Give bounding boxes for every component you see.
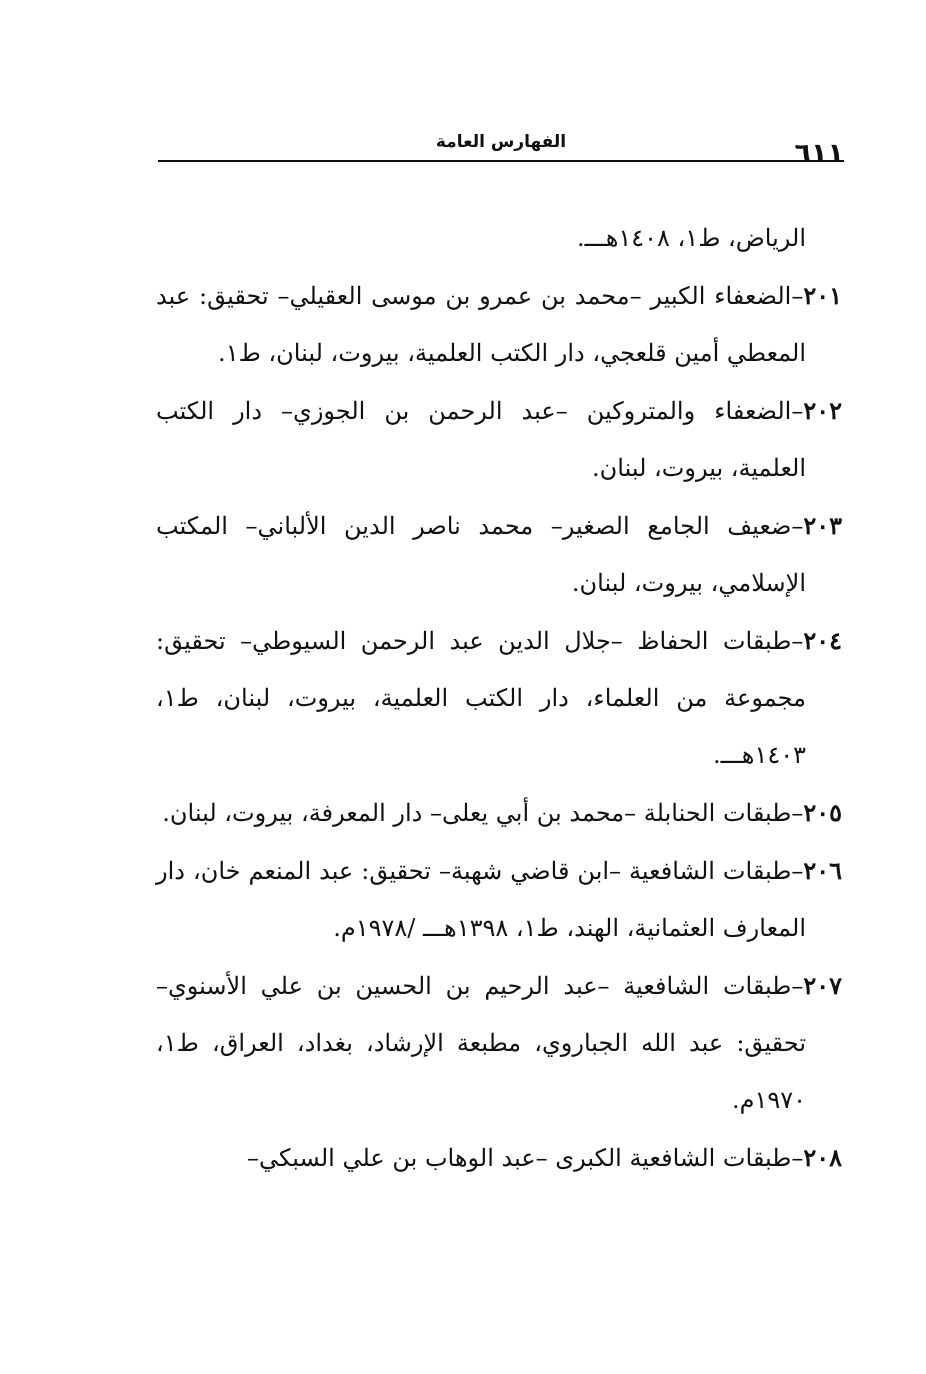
entry-text: –طبقات الشافعية الكبرى –عبد الوهاب بن علي السبكي– (246, 1144, 804, 1172)
bibliography-entry-204 (156, 612, 842, 784)
entry-text: –طبقات الشافعية –ابن قاضي شهبة– تحقيق: عبد المنعم خان، دار المعارف العثمانية، الهند، ط١، ١٣٩٨هـــ /١٩٧٨م. (156, 857, 806, 942)
entry-number: ٢٠٤ (803, 626, 842, 655)
page-number: ٦١١ (794, 138, 844, 169)
header-rule (158, 160, 844, 162)
entry-number: ٢٠٧ (803, 971, 842, 1000)
entry-text: –طبقات الحفاظ –جلال الدين عبد الرحمن السيوطي– تحقيق: مجموعة من العلماء، دار الكتب العلمية، بيروت، لبنان، ط١، ١٤٠٣هـــ. (156, 627, 806, 769)
page-header (158, 128, 844, 168)
bibliography-list (156, 210, 842, 1187)
bibliography-entry-202 (156, 382, 842, 497)
entry-number: ٢٠١ (803, 281, 842, 310)
entry-text: –الضعفاء والمتروكين –عبد الرحمن بن الجوزي– دار الكتب العلمية، بيروت، لبنان. (156, 397, 806, 482)
continued-entry-text: الرياض، ط١، ١٤٠٨هـــ. (576, 224, 806, 252)
running-title: الفهارس العامة (435, 132, 567, 152)
bibliography-entry-203 (156, 497, 842, 612)
entry-text: –طبقات الشافعية –عبد الرحيم بن الحسين بن علي الأسنوي– تحقيق: عبد الله الجباروي، مطبعة الإرشاد، بغداد، العراق، ط١، ١٩٧٠م. (156, 972, 806, 1114)
entry-text: –الضعفاء الكبير –محمد بن عمرو بن موسى العقيلي– تحقيق: عبد المعطي أمين قلعجي، دار الكتب العلمية، بيروت، لبنان، ط١. (156, 282, 806, 367)
bibliography-entry-208 (156, 1129, 842, 1187)
entry-text: –ضعيف الجامع الصغير– محمد ناصر الدين الألباني– المكتب الإسلامي، بيروت، لبنان. (156, 512, 806, 597)
bibliography-entry-201 (156, 267, 842, 382)
entry-number: ٢٠٥ (803, 798, 842, 827)
bibliography-entry-207 (156, 957, 842, 1129)
entry-number: ٢٠٢ (803, 396, 842, 425)
bibliography-entry-205 (156, 784, 842, 842)
bibliography-entry-206 (156, 842, 842, 957)
entry-number: ٢٠٦ (803, 856, 842, 885)
entry-text: –طبقات الحنابلة –محمد بن أبي يعلى– دار المعرفة، بيروت، لبنان. (162, 799, 804, 827)
entry-number: ٢٠٣ (803, 511, 842, 540)
entry-number: ٢٠٨ (803, 1143, 842, 1172)
